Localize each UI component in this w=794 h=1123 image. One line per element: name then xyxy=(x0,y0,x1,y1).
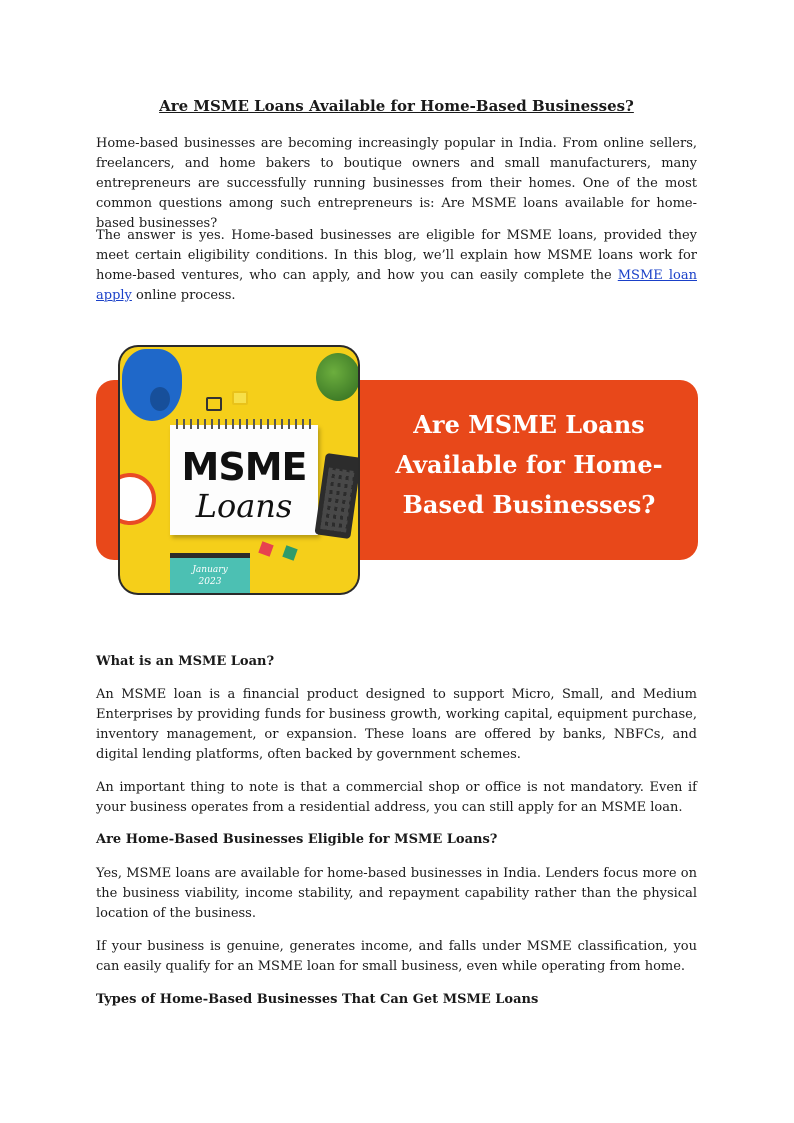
msme-loans-notebook: MSME Loans xyxy=(170,425,318,535)
paper-clip-icon xyxy=(206,397,222,411)
intro-paragraph: Home-based businesses are becoming increasingly popular in India. From online sellers, freelancers, and home bakers to boutique owners and small manufacturers, many entrepreneurs are successfully running businesses from their homes. One of the most common questions among such entrepreneurs is: Are MSME loans available for home-based businesses? xyxy=(96,136,697,231)
sticky-note-icon xyxy=(258,541,273,556)
calendar-label: January 2023 xyxy=(192,565,228,587)
calendar-icon xyxy=(170,553,250,593)
notebook-rings xyxy=(176,419,312,429)
section2-paragraph-2: If your business is genuine, generates income, and falls under MSME classification, you can easily qualify for an MSME loan for small business, even while operating from home. xyxy=(96,939,697,974)
msme-loan-apply-link[interactable]: MSME loan apply xyxy=(96,268,697,303)
binder-clip-icon xyxy=(232,391,248,405)
sticky-note-icon xyxy=(282,545,297,560)
plant-icon xyxy=(316,353,358,401)
section-heading-eligibility: Are Home-Based Businesses Eligible for MSME Loans? xyxy=(96,832,498,847)
alarm-clock-icon xyxy=(120,473,156,525)
section1-paragraph-1: An MSME loan is a financial product designed to support Micro, Small, and Medium Enterprises by providing funds for business growth, working capital, equipment purchase, inventory management, or expansion. These loans are offered by banks, NBFCs, and digital lending platforms, often backed by government schemes. xyxy=(96,687,697,762)
section2-paragraph-1: Yes, MSME loans are available for home-based businesses in India. Lenders focus more on the business viability, income stability, and repayment capability rather than the physical location of the business. xyxy=(96,866,697,921)
banner-photo xyxy=(120,347,358,593)
page-title: Are MSME Loans Available for Home-Based Businesses? xyxy=(159,97,634,115)
section-heading-what-is-msme-loan: What is an MSME Loan? xyxy=(96,654,275,669)
article-banner-image xyxy=(96,347,698,593)
section1-paragraph-2: An important thing to note is that a commercial shop or office is not mandatory. Even if your business operates from a residential address, you can still apply for an MSME loan. xyxy=(96,780,697,815)
calculator-icon xyxy=(314,453,358,539)
answer-paragraph: The answer is yes. Home-based businesses are eligible for MSME loans, provided they meet certain eligibility conditions. In this blog, we’ll explain how MSME loans work for home-based ventures, who can apply, and how you can easily complete the MSME loan apply online process. xyxy=(96,228,697,303)
section-heading-types-of-businesses: Types of Home-Based Businesses That Can Get MSME Loans xyxy=(96,992,539,1007)
piggy-bank-icon xyxy=(122,349,182,421)
banner-title: Are MSME Loans Available for Home- Based Businesses? xyxy=(395,410,663,519)
